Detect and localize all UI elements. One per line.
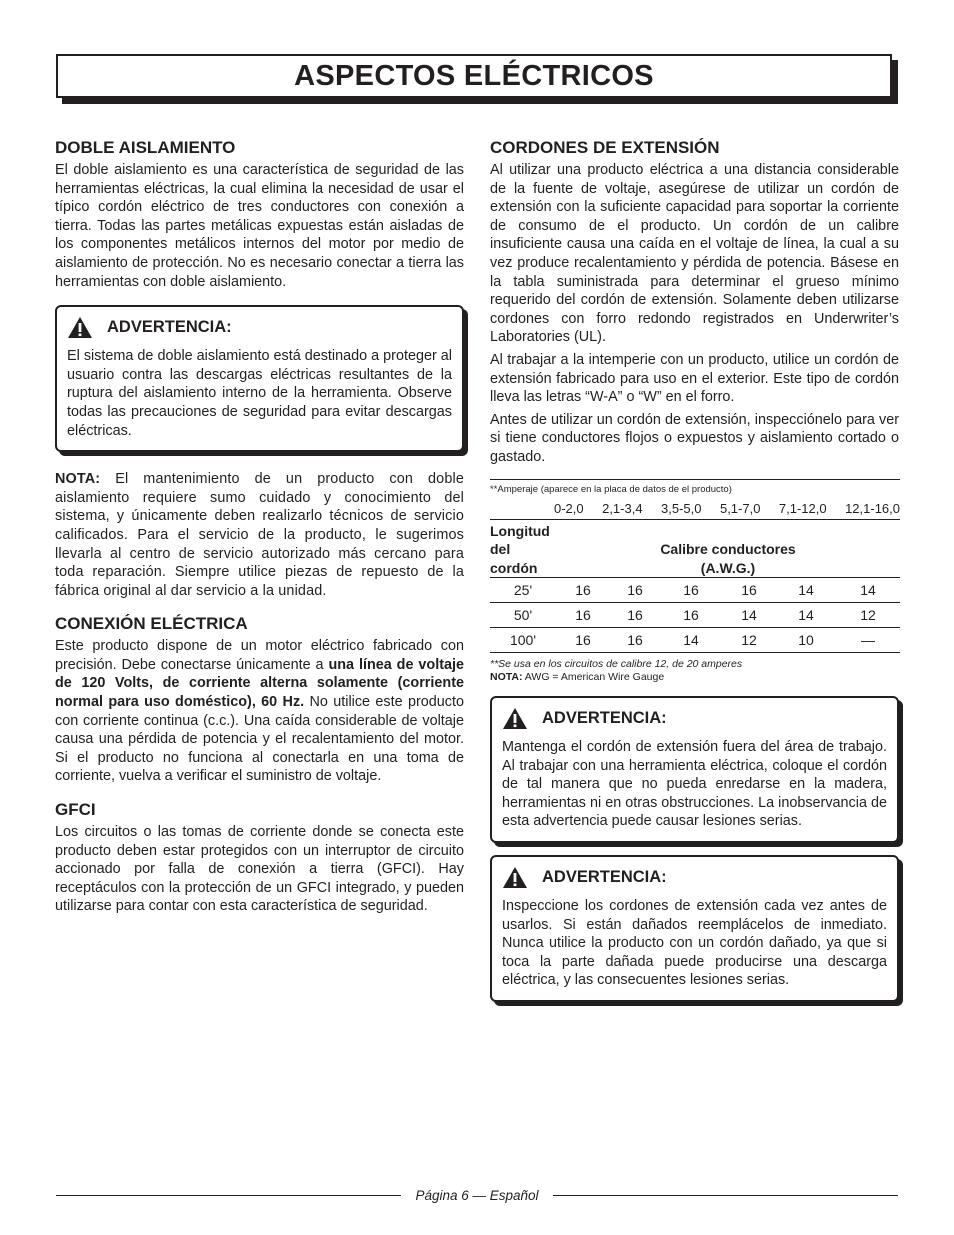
cell-length: 50' [490,603,556,628]
table-footnote: **Se usa en los circuitos de calibre 12, de 20 amperes [490,658,743,670]
amp-ranges-row [490,501,900,516]
text-gfci: Los circuitos o las tomas de corriente donde se conecta este producto deben estar protegidos con un interruptor de circuito accionado por falla de conexión a tierra (GFCI). Hay receptáculos con la protección de un GFCI integrado, y pueden utilizarse para contar con esta característica de seguridad. [55,824,464,915]
cell-gauge: 16 [610,628,660,653]
warning-triangle-icon [67,316,93,339]
cell-gauge: 16 [660,578,722,603]
table-nota [490,671,900,683]
footer-page-label: Página 6 — Español [415,1187,539,1203]
cell-gauge: 14 [660,628,722,653]
section-gfci [55,800,464,916]
table-nota-label: NOTA: [490,671,523,683]
cell-gauge: 16 [610,578,660,603]
cell-length: 25' [490,578,556,603]
table-header-row [490,519,900,578]
page-footer [56,1187,898,1203]
amp-note: **Amperaje (aparece en la placa de datos de el producto) [490,483,732,495]
cell-gauge: 10 [776,628,836,653]
warning-text-3: Inspeccione los cordones de extensión cada vez antes de usarlos. Si están dañados reemplácelos de inmediato. Nunca utilice la producto con un cordón dañado, ya que si toca la parte dañada puede producirse una descarga eléctrica, y las consecuentes lesiones serias. [502,897,887,989]
cord-gauge-table [490,519,900,654]
warning-text-2: Mantenga el cordón de extensión fuera del área de trabajo. Al trabajar con una herramienta eléctrica, coloque el cordón de tal manera que no pueda enredarse en la madera, herramientas ni en otras obstrucciones. La inobservancia de esta advertencia puede causar lesiones serias. [502,739,887,830]
warning-title-2: ADVERTENCIA: [542,709,667,727]
col-header-gauge: Calibre conductores (A.W.G.) [660,541,796,576]
cell-gauge: 16 [556,603,610,628]
conexion-text-bold: una línea de voltaje de 120 Volts, de corriente alterna solamente (corriente normal para uso doméstico), 60 Hz. [55,656,464,711]
text-nota [55,470,464,600]
cell-gauge: 16 [660,603,722,628]
cell-length: 100' [490,628,556,653]
section-conexion [55,614,464,786]
amp-range: 2,1-3,4 [602,500,643,516]
conexion-text-end: No utilice este producto con corriente continua (c.c.). Una caída considerable de voltaje causa una pérdida de potencia y el recalentamiento del motor. Si el producto no funciona al conectarla en una toma de corriente, vuelva a verificar el suministro de voltaje. [55,694,464,785]
footer-rule-left [56,1195,401,1196]
cell-gauge: 14 [776,603,836,628]
cell-gauge: 12 [836,603,900,628]
page-title: ASPECTOS ELÉCTRICOS [294,60,654,92]
warning-header-3 [502,866,887,889]
cell-gauge: 14 [722,603,776,628]
table-row [490,628,900,653]
warning-header-1 [67,316,452,339]
section-nota [55,470,464,600]
warning-title-1: ADVERTENCIA: [107,318,232,337]
warning-text-1: El sistema de doble aislamiento está destinado a proteger al usuario contra las descargas eléctricas resultantes de la ruptura del aislamiento interno de la herramienta. Observe todas las precauciones de seguridad para evitar descargas eléctricas. [67,348,452,439]
text-cordones-p1: Al utilizar una producto eléctrica a una distancia considerable de la fuente de voltaje, asegúrese de utilizar un cordón de extensión con la suficiente capacidad para soportar la corriente de consumo de el producto. Un cordón de un calibre insuficiente causa una caída en el voltaje de línea, la cual a su vez produce recalentamiento y pérdida de potencia. Básese en la tabla suministrada para determinar el grueso mínimo requerido del cordón de extensión. Solamente deben utilizarse cordones con forro redondo registrados en Underwriter’s Laboratories (UL). [490,162,899,346]
cell-gauge: 14 [776,578,836,603]
heading-cordones: CORDONES DE EXTENSIÓN [490,138,720,157]
cell-gauge: 16 [722,578,776,603]
cell-gauge: 16 [556,628,610,653]
conexion-text-start: Este producto dispone de un motor eléctrico fabricado con precisión. Debe conectarse únicamente a [55,638,464,673]
heading-conexion: CONEXIÓN ELÉCTRICA [55,614,248,634]
text-conexion [55,637,464,786]
table-row [490,603,900,628]
table-nota-text: AWG = American Wire Gauge [522,671,665,683]
amp-range: 12,1-16,0 [845,500,900,516]
table-row [490,578,900,603]
warning-triangle-icon [502,866,528,889]
nota-body: El mantenimiento de un producto con doble aislamiento requiere sumo cuidado y conocimiento del sistema, y únicamente deben realizarlo técnicos de servicio calificados. Para el servicio de la producto, le sugerimos llevarla al centro de servicio autorizado más cercano para toda reparación. Siempre utilice piezas de repuesto de la fábrica original al dar servicio a la unidad. [55,471,464,599]
cell-gauge: 14 [836,578,900,603]
title-banner [56,54,892,98]
warning-box-1 [55,305,464,452]
text-cordones-p2: Al trabajar a la intemperie con un producto, utilice un cordón de extensión fabricado para uso en el exterior. Este tipo de cordón lleva las letras “W-A” o “W” en el forro. [490,351,899,406]
amp-range: 3,5-5,0 [661,500,702,516]
text-cordones-p3: Antes de utilizar un cordón de extensión, inspecciónelo para ver si tiene conductores flojos o expuestos y aislamiento cortado o gastado. [490,411,899,465]
cell-gauge: 16 [610,603,660,628]
right-column [490,138,899,1002]
table-top-rule [490,479,900,480]
footer-rule-right [553,1195,898,1196]
warning-box-3 [490,855,899,1002]
cell-gauge: 12 [722,628,776,653]
cell-gauge: 16 [556,578,610,603]
amp-range: 7,1-12,0 [778,500,827,516]
amp-range: 0-2,0 [554,500,584,516]
warning-triangle-icon [502,707,528,730]
amp-range: 5,1-7,0 [719,500,761,516]
warning-box-2 [490,696,899,843]
nota-label: NOTA: [55,471,101,488]
heading-doble-aislamiento: DOBLE AISLAMIENTO [55,138,236,157]
section-doble-aislamiento [55,138,464,291]
col-header-length: Longitud del cordón [490,522,550,576]
cord-gauge-table-area [490,479,900,684]
text-doble-aislamiento: El doble aislamiento es una característica de seguridad de las herramientas eléctricas, la cual elimina la necesidad de usar el típico cordón eléctrico de tres conductores con conexión a tierra. Todas las partes metálicas expuestas están aisladas de los componentes metálicos internos del motor por medio de aislamiento de protección. No es necesario conectar a tierra las herramientas con doble aislamiento. [55,162,464,290]
warning-title-3: ADVERTENCIA: [542,867,667,886]
heading-gfci: GFCI [55,800,96,820]
cell-gauge: — [836,628,900,653]
left-column [55,138,464,930]
warning-header-2 [502,707,887,730]
